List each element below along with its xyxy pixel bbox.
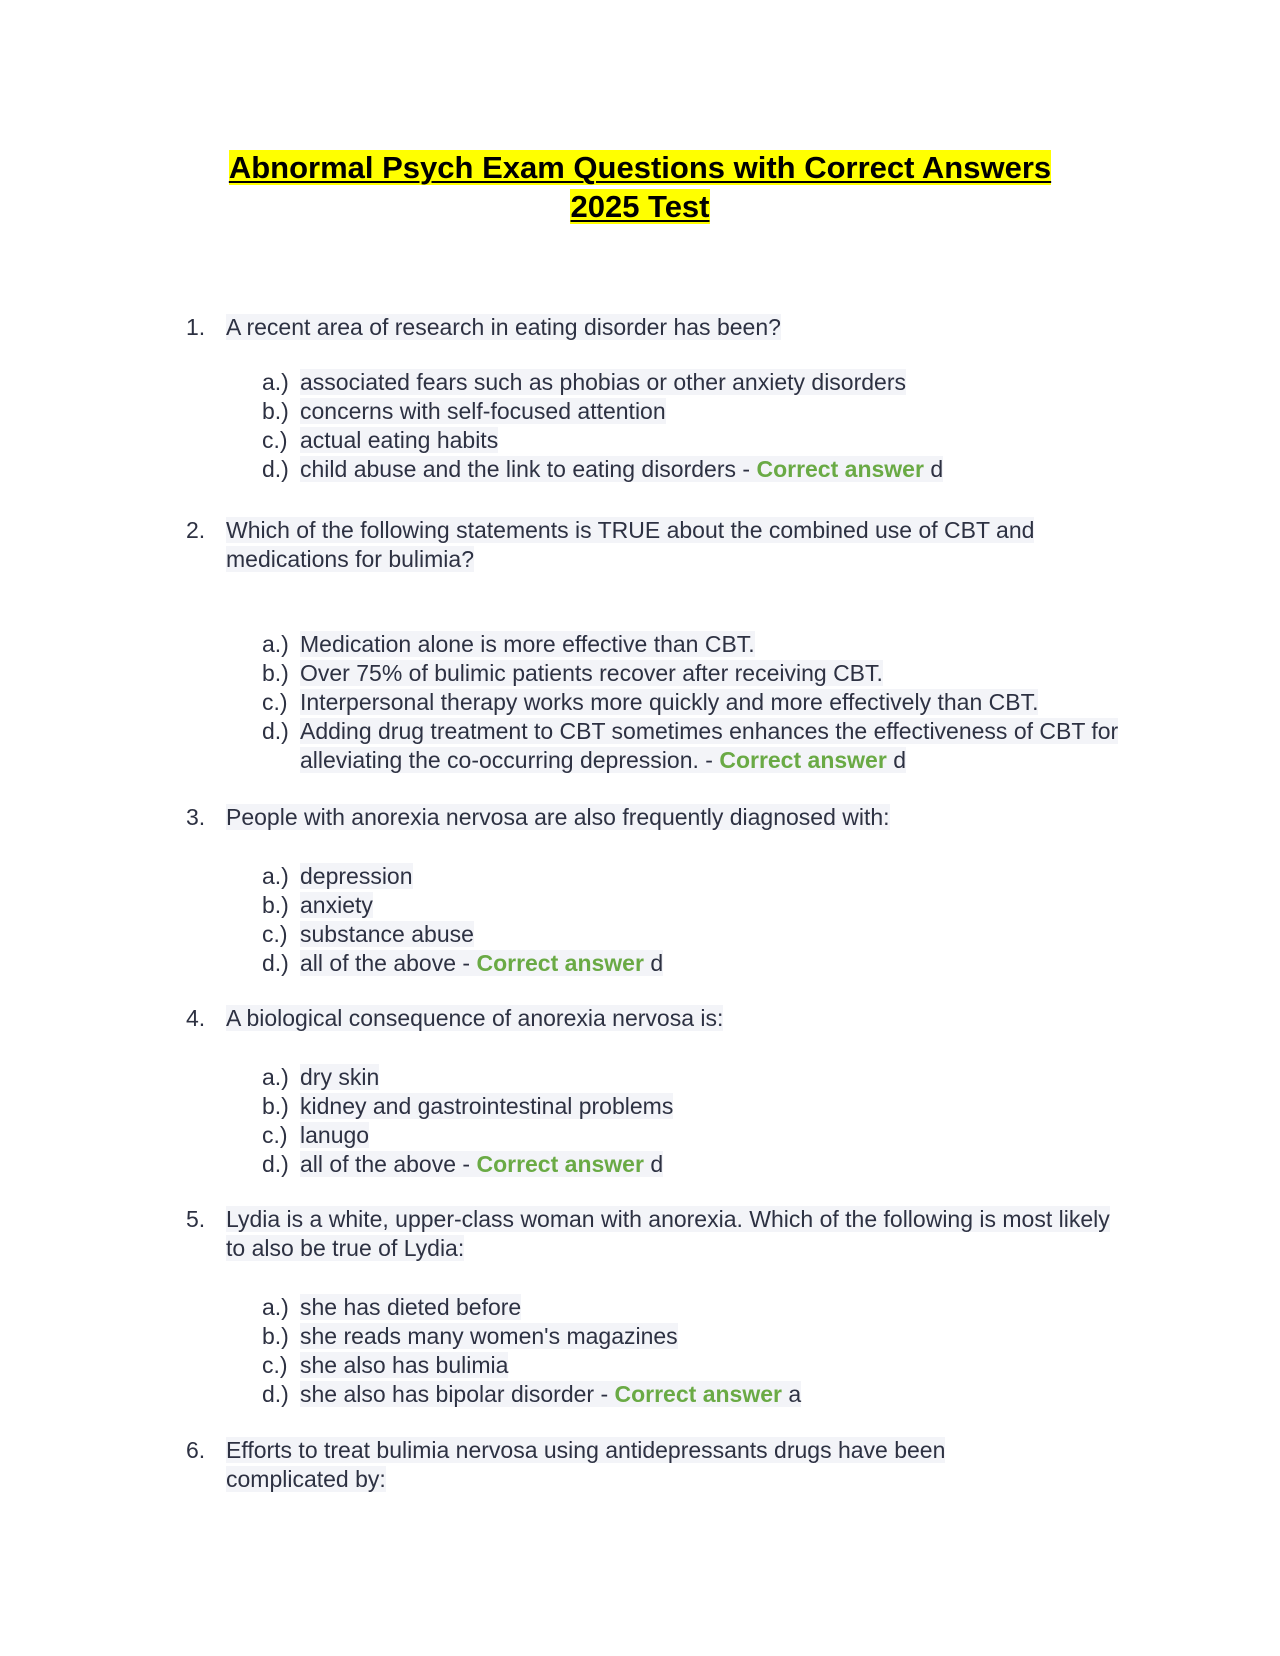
option-a [262,368,1142,397]
option-text: dry skin [300,1064,380,1090]
question-number: 6. [186,1437,206,1463]
option-letter: b.) [262,398,289,424]
option-d [262,1150,1142,1179]
option-d [262,455,1142,484]
option-b [262,891,1142,920]
question-text: A recent area of research in eating disorder has been? [226,314,781,340]
option-letter: a.) [262,863,289,889]
question-number: 5. [186,1206,206,1232]
question-text: Lydia is a white, upper-class woman with anorexia. Which of the following is most likely to also be true of Lydia: [226,1206,1110,1261]
option-letter: c.) [262,921,288,947]
option-text: anxiety [300,892,373,918]
options-list-4 [262,1063,1142,1179]
option-letter: c.) [262,1352,288,1378]
question-text: Efforts to treat bulimia nervosa using antidepressants drugs have been complicated by: [226,1437,946,1492]
option-c [262,1121,1142,1150]
question-3 [186,803,1146,832]
option-text: child abuse and the link to eating disorders - [300,456,751,482]
question-text: Which of the following statements is TRUE about the combined use of CBT and medications for bulimia? [226,517,1035,572]
question-number: 3. [186,804,206,830]
correct-answer-label: Correct answer [719,747,887,773]
option-text: lanugo [300,1122,370,1148]
document-title [150,148,1130,226]
option-a [262,1293,1142,1322]
option-letter: d.) [262,1381,289,1407]
option-letter: d.) [262,950,289,976]
question-number: 4. [186,1005,206,1031]
question-4 [186,1004,1146,1033]
option-letter: b.) [262,660,289,686]
option-letter: c.) [262,427,288,453]
option-d [262,949,1142,978]
option-text: she reads many women's magazines [300,1323,678,1349]
option-a [262,862,1142,891]
question-text: People with anorexia nervosa are also frequently diagnosed with: [226,804,890,830]
option-letter: d.) [262,456,289,482]
option-text: Medication alone is more effective than CBT. [300,631,755,657]
correct-answer-label: Correct answer [756,456,924,482]
option-letter: a.) [262,1294,289,1320]
option-b [262,397,1142,426]
option-text: all of the above - [300,1151,471,1177]
question-1 [186,313,1146,342]
correct-answer-letter: a [788,1381,802,1407]
option-text: she has dieted before [300,1294,522,1320]
question-5 [186,1205,1146,1263]
option-text: Over 75% of bulimic patients recover after receiving CBT. [300,660,883,686]
question-number: 1. [186,314,206,340]
question-text: A biological consequence of anorexia nervosa is: [226,1005,724,1031]
option-letter: c.) [262,689,288,715]
option-b [262,1322,1142,1351]
option-text: depression [300,863,413,889]
option-letter: c.) [262,1122,288,1148]
option-letter: a.) [262,631,289,657]
options-list-1 [262,368,1142,484]
option-text: substance abuse [300,921,474,947]
options-list-2 [262,630,1142,775]
correct-answer-label: Correct answer [614,1381,782,1407]
option-d [262,717,1142,775]
option-text: associated fears such as phobias or other anxiety disorders [300,369,906,395]
option-letter: d.) [262,1151,289,1177]
option-text: she also has bipolar disorder - [300,1381,609,1407]
option-letter: a.) [262,1064,289,1090]
correct-answer-letter: d [930,456,944,482]
option-letter: b.) [262,1323,289,1349]
option-c [262,920,1142,949]
options-list-5 [262,1293,1142,1409]
option-a [262,1063,1142,1092]
option-c [262,688,1142,717]
title-line-2: 2025 Test [570,189,710,224]
question-number: 2. [186,517,206,543]
option-a [262,630,1142,659]
correct-answer-label: Correct answer [476,1151,644,1177]
option-letter: d.) [262,718,289,744]
option-b [262,1092,1142,1121]
question-2 [186,516,1146,574]
option-c [262,426,1142,455]
option-b [262,659,1142,688]
option-text: she also has bulimia [300,1352,509,1378]
option-text: concerns with self-focused attention [300,398,666,424]
correct-answer-label: Correct answer [476,950,644,976]
option-text: Adding drug treatment to CBT sometimes enhances the effectiveness of CBT for alleviating the co-occurring depression. - [300,718,1119,773]
option-c [262,1351,1142,1380]
question-6 [186,1436,1146,1494]
correct-answer-letter: d [650,950,664,976]
option-d [262,1380,1142,1409]
options-list-3 [262,862,1142,978]
option-text: Interpersonal therapy works more quickly and more effectively than CBT. [300,689,1039,715]
option-letter: a.) [262,369,289,395]
correct-answer-letter: d [893,747,906,773]
option-text: actual eating habits [300,427,499,453]
option-text: all of the above - [300,950,471,976]
title-line-1: Abnormal Psych Exam Questions with Correct Answers [228,150,1052,185]
option-letter: b.) [262,1093,289,1119]
correct-answer-letter: d [650,1151,664,1177]
option-letter: b.) [262,892,289,918]
option-text: kidney and gastrointestinal problems [300,1093,674,1119]
